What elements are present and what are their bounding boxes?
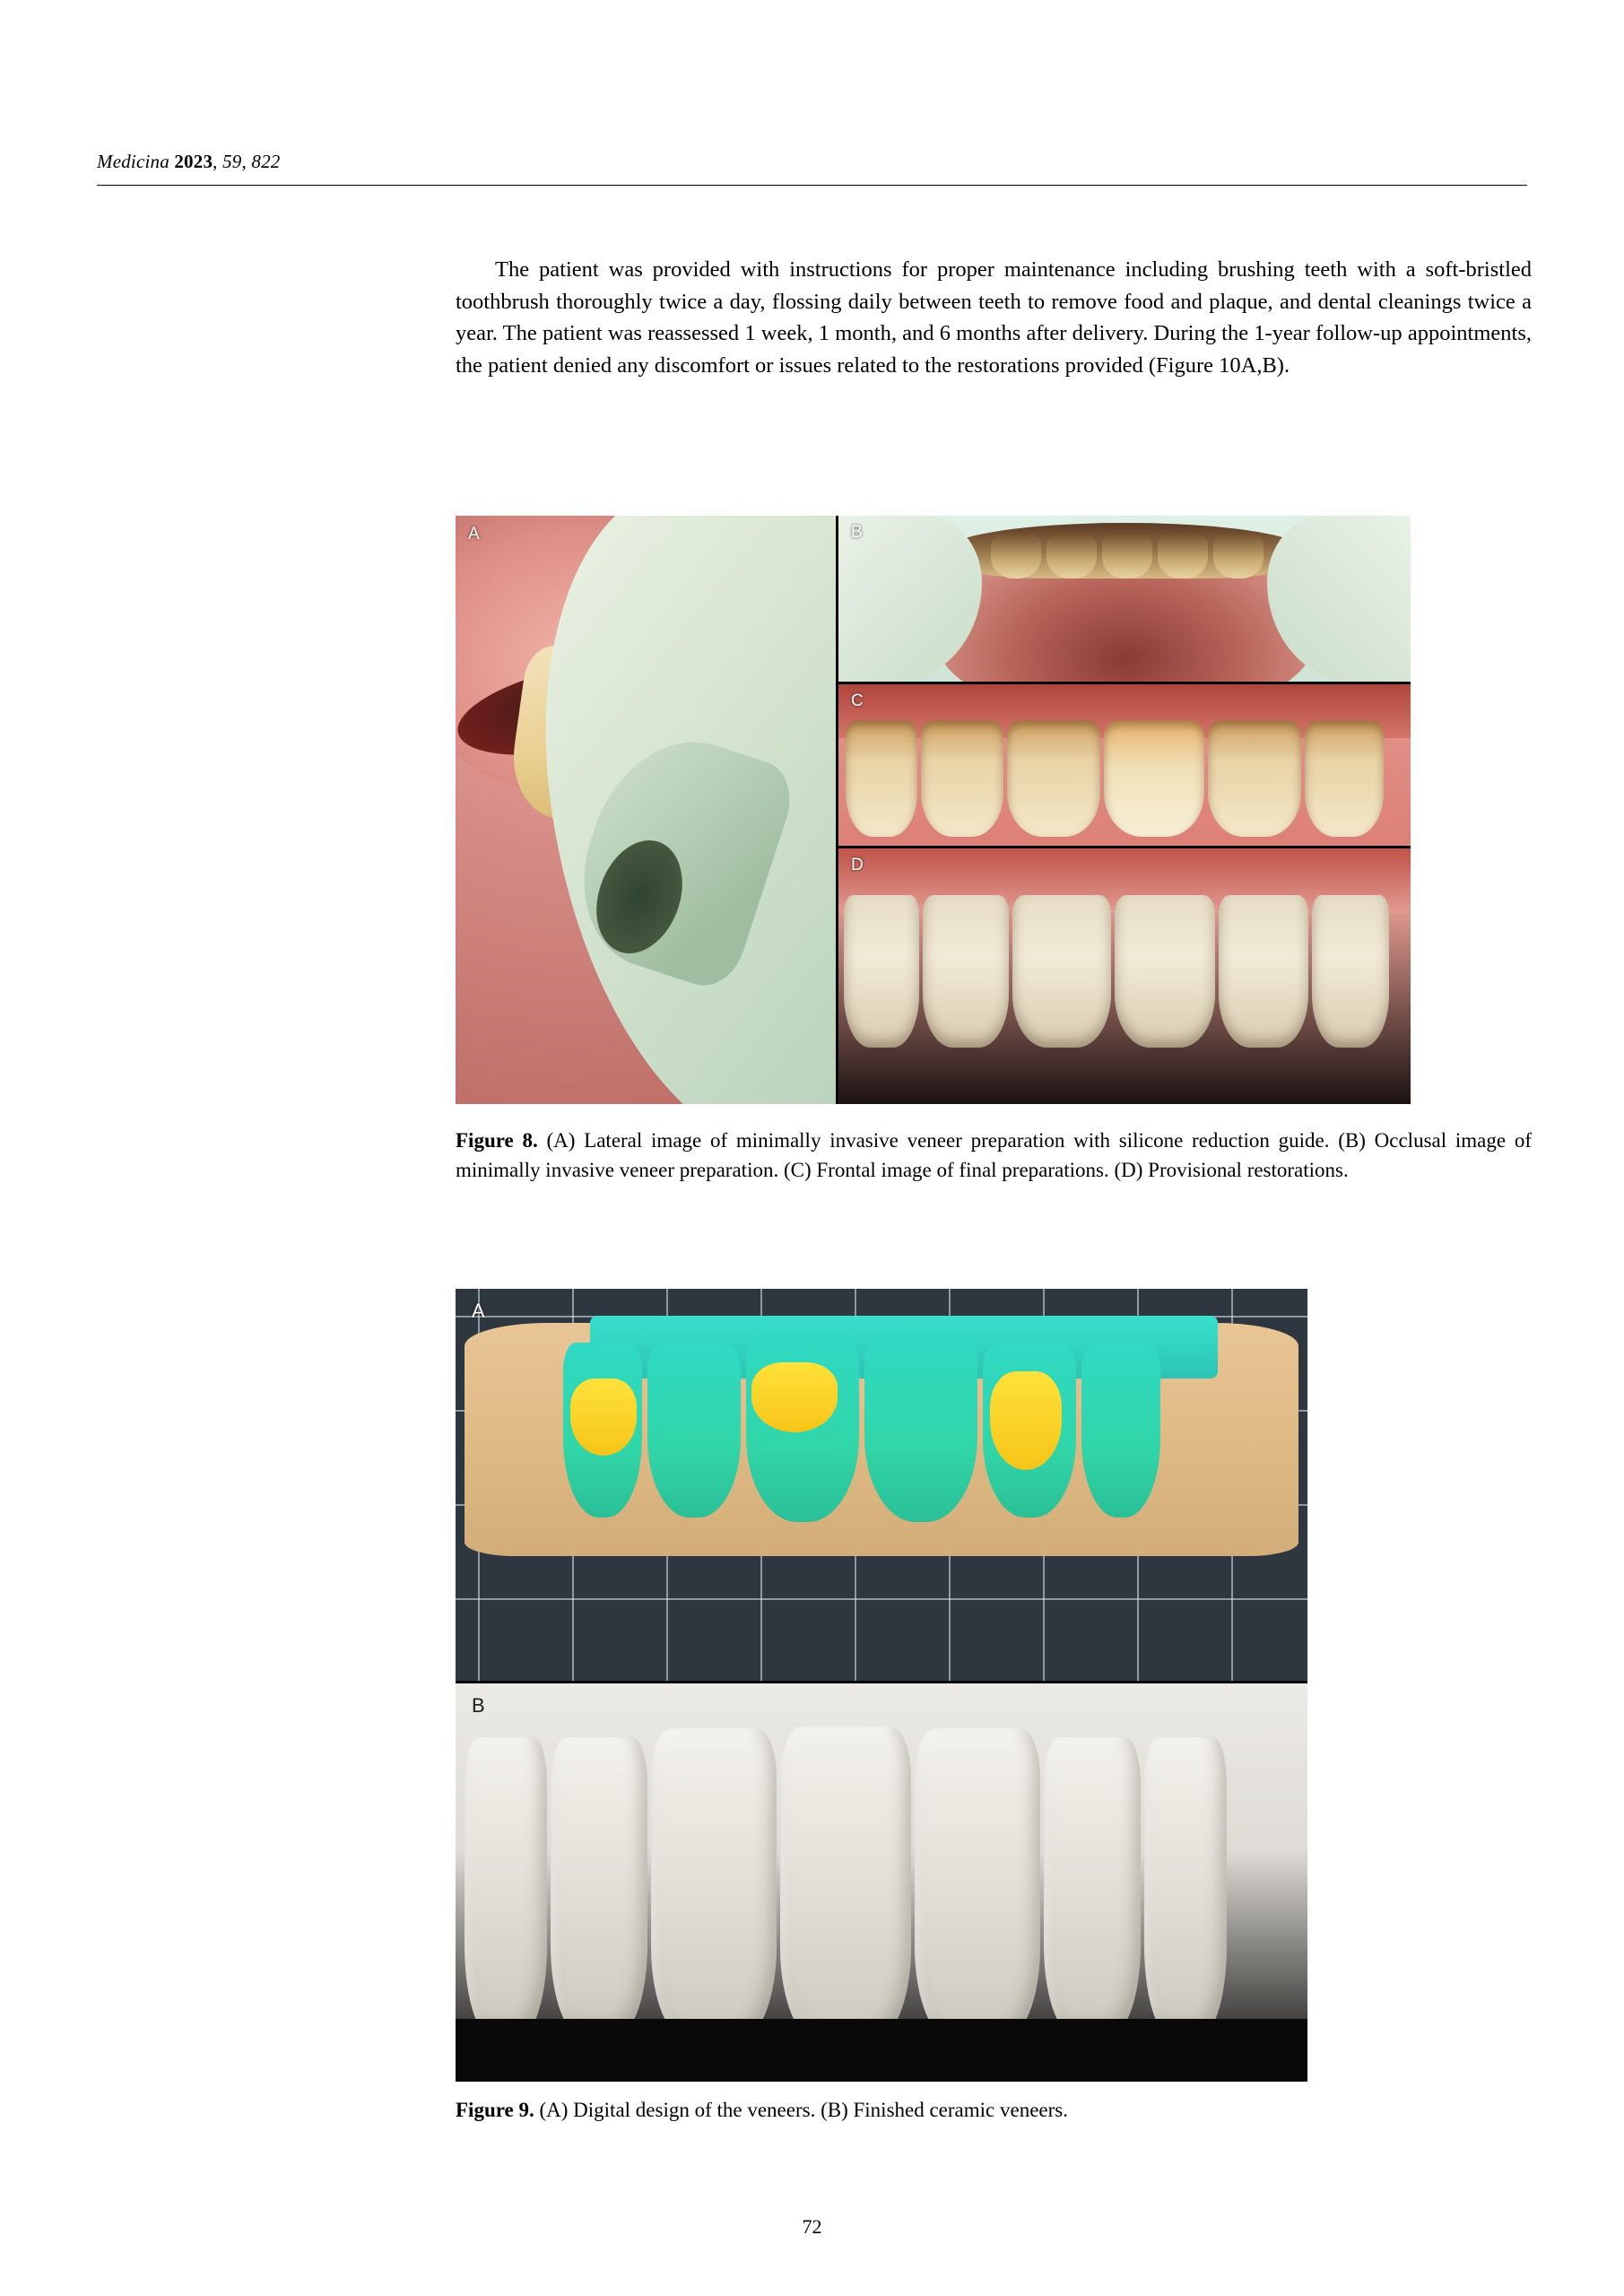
ceramic-veneer (1144, 1737, 1227, 2033)
figure-9-caption-text: (A) Digital design of the veneers. (B) Finished ceramic veneers. (534, 2099, 1068, 2121)
prepared-tooth (1007, 720, 1100, 837)
page-number: 72 (802, 2215, 822, 2238)
design-overlay-highlight (990, 1371, 1062, 1470)
figure-8-panel-b (838, 516, 1411, 682)
occlusal-tooth (1046, 532, 1097, 578)
figure-9-panel-a (456, 1289, 1307, 1681)
running-head (97, 151, 1527, 173)
figure-8-caption (456, 1126, 1532, 1185)
occlusal-tooth (1213, 532, 1264, 578)
ceramic-veneer (551, 1737, 647, 2033)
provisional-restoration (1312, 895, 1389, 1048)
journal-sep: , (213, 151, 223, 172)
journal-sep2: , (241, 151, 252, 172)
figure-9-label-b: B (472, 1694, 485, 1717)
provisional-restoration (1115, 895, 1215, 1048)
provisional-restoration (1219, 895, 1308, 1048)
ceramic-veneer (780, 1726, 911, 2042)
header-divider (97, 185, 1527, 186)
figure-8-label-a: A (468, 525, 480, 544)
figure-8-panel-c (838, 684, 1411, 846)
prepared-tooth (1104, 720, 1204, 837)
digital-veneer-design (1081, 1343, 1160, 1518)
figure-8-caption-text: (A) Lateral image of minimally invasive veneer preparation with silicone reduction guide. (B) Occlusal image of minimally invasive veneer preparation. (C) Frontal image of final preparations. (D) Provisional restorations. (456, 1129, 1532, 1181)
provisional-restoration (1012, 895, 1111, 1048)
prepared-tooth (1305, 720, 1384, 837)
design-overlay-highlight (751, 1362, 838, 1432)
photo-background (456, 2019, 1307, 2082)
figure-8-image (456, 516, 1411, 1104)
figure-8-label-c: C (851, 691, 864, 710)
occlusal-tooth (991, 532, 1041, 578)
figure-9-caption (456, 2096, 1532, 2126)
provisional-restoration (923, 895, 1009, 1048)
figure-9-image (456, 1289, 1307, 2082)
prepared-tooth (1208, 720, 1301, 837)
figure-9-panel-b (456, 1683, 1307, 2082)
digital-veneer-design (864, 1332, 977, 1522)
occlusal-tooth (1158, 532, 1208, 578)
journal-name: Medicina (97, 151, 169, 172)
body-paragraph (456, 254, 1532, 381)
ceramic-veneer (1044, 1737, 1141, 2033)
journal-article-number: 822 (251, 151, 281, 172)
paragraph-text: The patient was provided with instructions for proper maintenance including brushing teeth with a soft-bristled toothbrush thoroughly twice a day, flossing daily between teeth to remove food and plaque, and dental cleanings twice a year. The patient was reassessed 1 week, 1 month, and 6 months after delivery. During the 1-year follow-up appointments, the patient denied any discomfort or issues related to the restorations provided (Figure 10A,B). (456, 257, 1532, 378)
figure-8-label-b: B (851, 523, 863, 542)
figure-8-caption-label: Figure 8. (456, 1129, 538, 1152)
prepared-tooth (921, 720, 1003, 837)
ceramic-veneer (651, 1728, 777, 2040)
figure-9-caption-label: Figure 9. (456, 2099, 534, 2121)
figure-8-panel-d (838, 848, 1411, 1104)
design-overlay-highlight (570, 1378, 637, 1456)
running-head-text (97, 151, 1527, 173)
provisional-restoration (844, 895, 919, 1048)
figure-8-panel-a (456, 516, 836, 1104)
occlusal-tooth (1102, 532, 1152, 578)
ceramic-veneer (915, 1728, 1040, 2040)
journal-volume: 59 (222, 151, 242, 172)
prepared-tooth (846, 720, 917, 837)
figure-8-label-d: D (851, 856, 864, 874)
digital-veneer-design (647, 1343, 741, 1518)
figure-9-label-a: A (472, 1300, 485, 1322)
ceramic-veneer (465, 1737, 547, 2033)
journal-year: 2023 (174, 151, 213, 172)
